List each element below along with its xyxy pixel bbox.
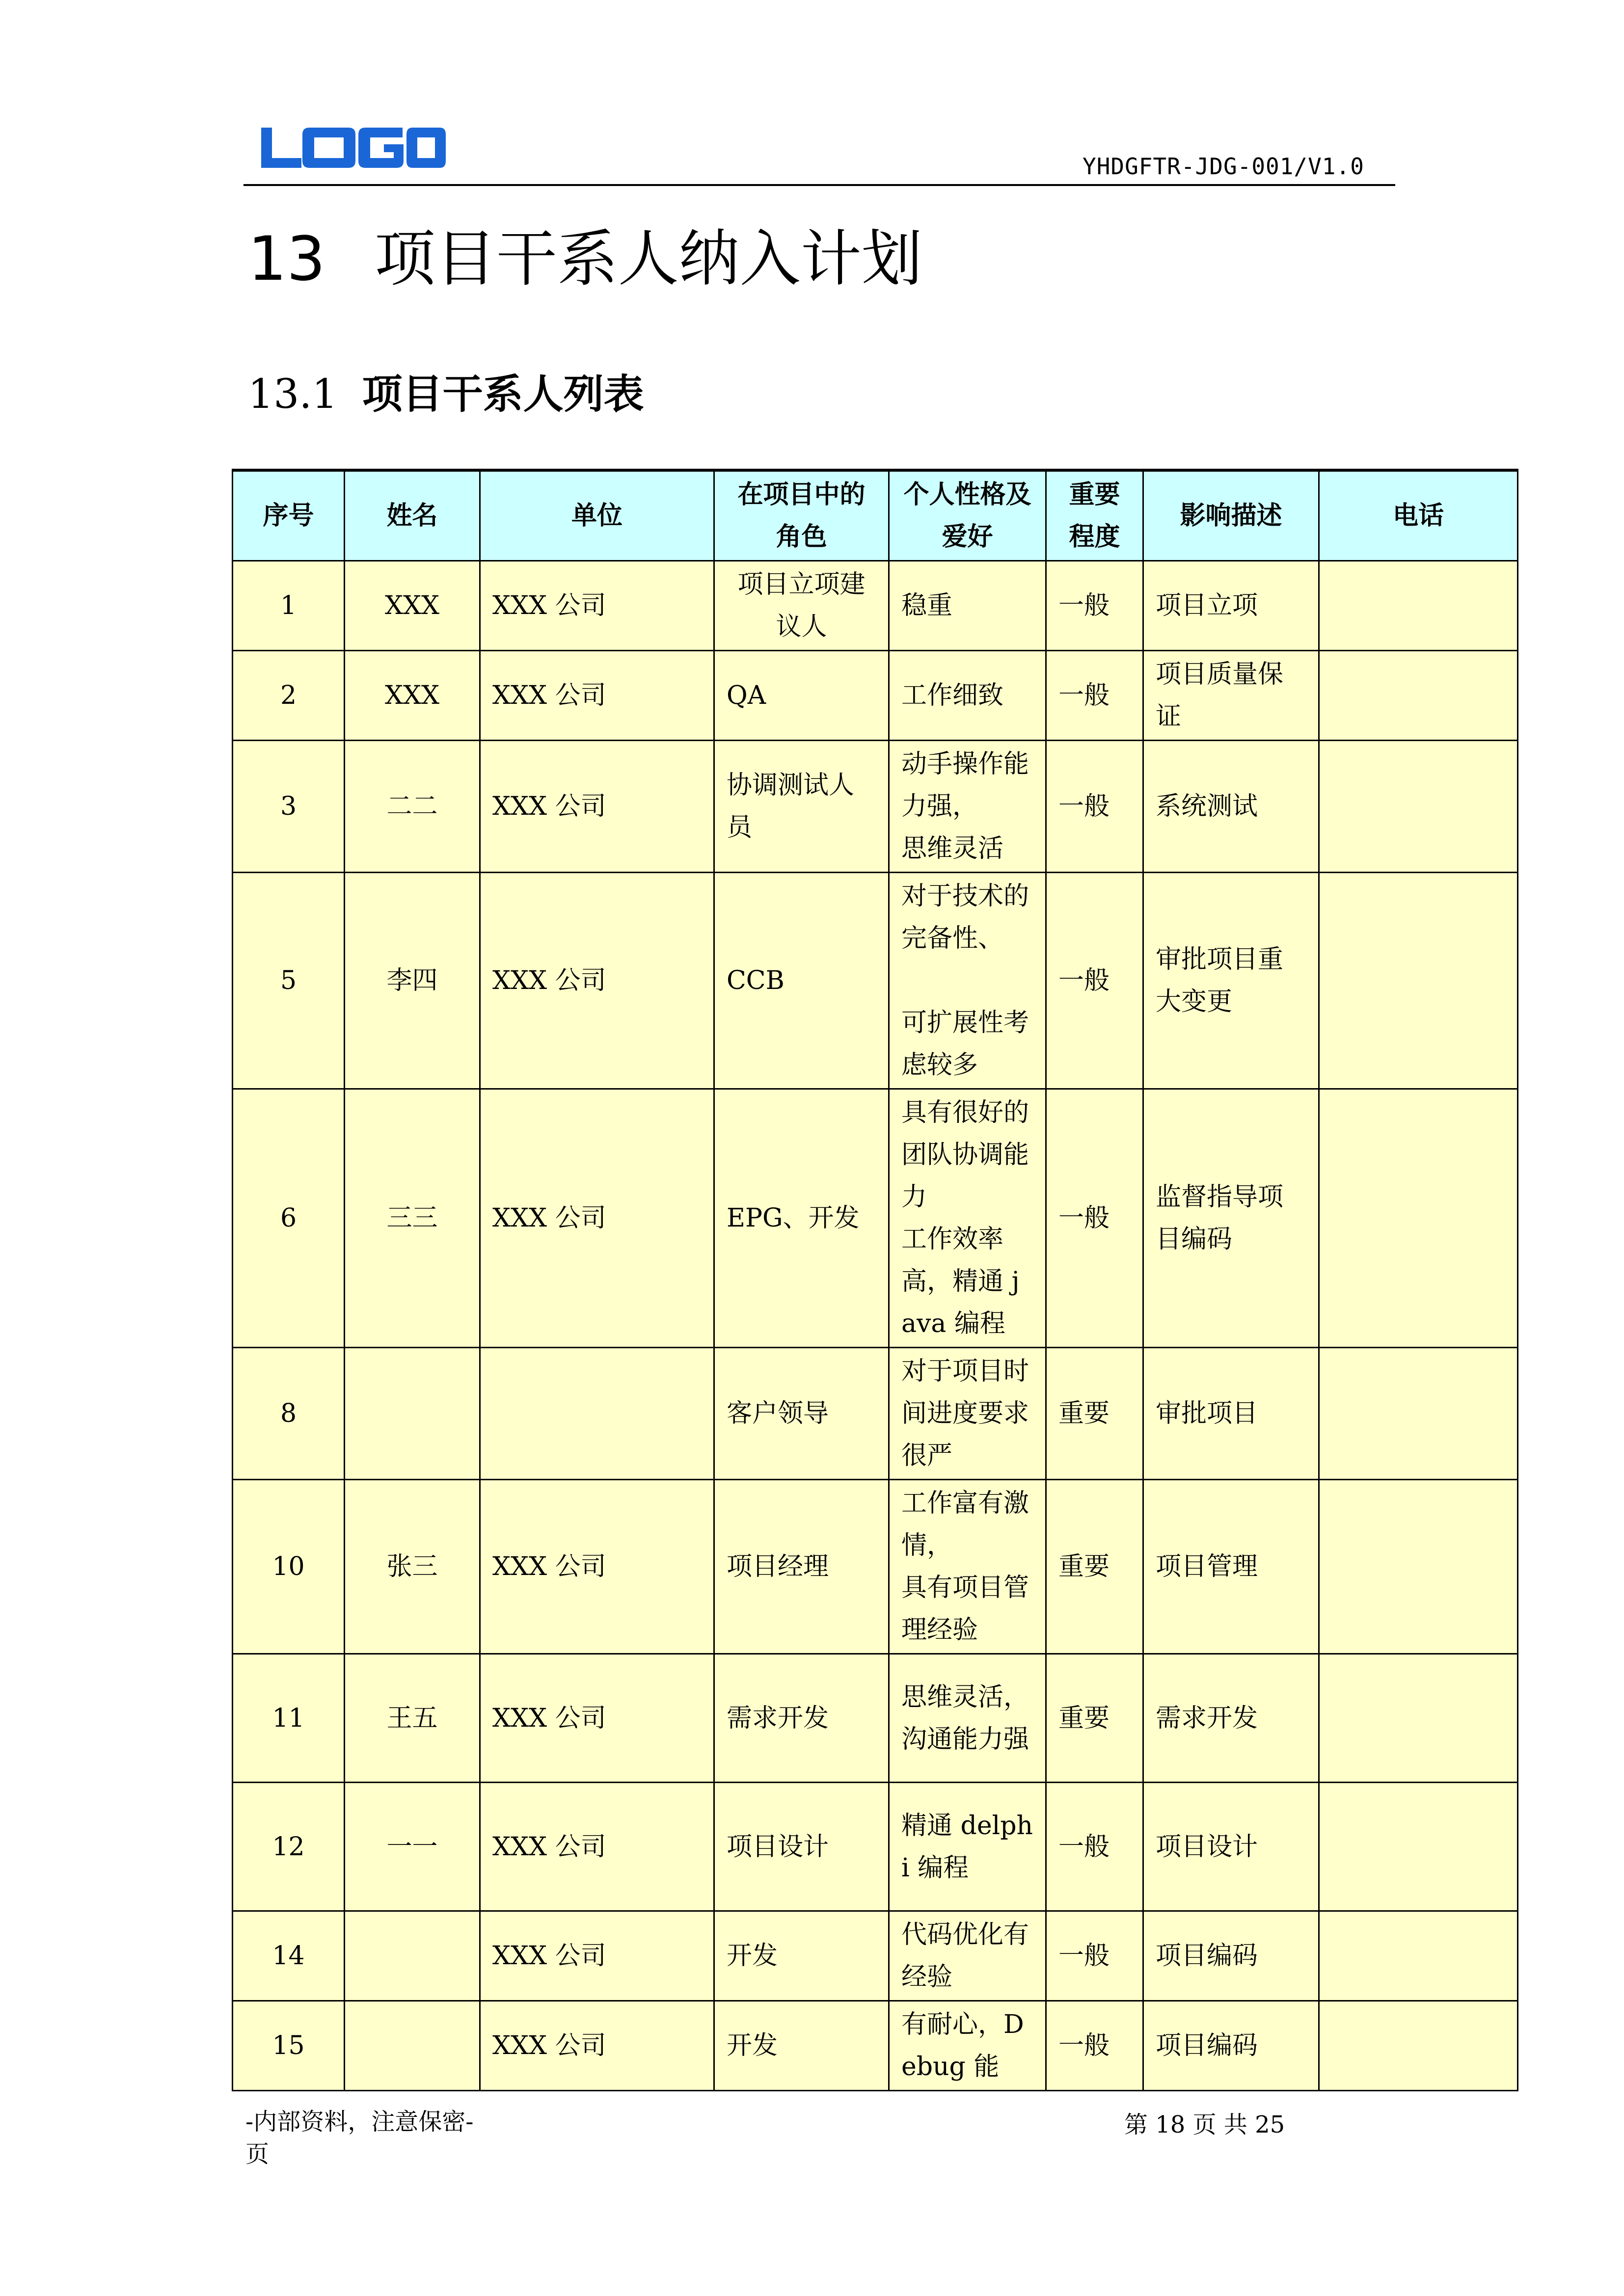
unit-cell: XXX 公司 [480,873,714,1089]
seq-cell: 6 [233,1089,345,1348]
unit-cell: XXX 公司 [480,741,714,873]
impact-cell: 系统测试 [1143,741,1319,873]
table-row [233,1348,1518,1480]
table-row [233,561,1518,651]
name-cell: 王五 [345,1654,480,1783]
unit-cell: XXX 公司 [480,561,714,651]
role-cell: CCB [714,873,889,1089]
impact-cell: 审批项目重大变更 [1143,873,1319,1089]
footer-confidential [245,2106,511,2170]
importance-cell: 重要 [1046,1348,1143,1480]
name-cell: 三三 [345,1089,480,1348]
column-header: 序号 [233,470,345,561]
column-header: 在项目中的角色 [714,470,889,561]
trait-line: 工作富有激情， [901,1489,1029,1560]
importance-cell: 一般 [1046,873,1143,1089]
traits-cell [889,1783,1046,1911]
role-cell: 需求开发 [714,1654,889,1783]
traits-cell [889,1911,1046,2001]
table-row [233,651,1518,741]
role-cell: 开发 [714,1911,889,2001]
impact-cell: 项目编码 [1143,2001,1319,2091]
column-header: 个人性格及爱好 [889,470,1046,561]
trait-line: 具有项目管理经验 [901,1573,1029,1645]
seq-cell: 15 [233,2001,345,2091]
section-title: 项目干系人列表 [362,371,644,418]
unit-cell: XXX 公司 [480,1654,714,1783]
traits-cell [889,1480,1046,1654]
trait-line [901,960,1033,1002]
section-number: 13.1 [248,371,338,418]
header-divider [244,184,1395,186]
trait-line: 可扩展性考虑较多 [901,1008,1029,1080]
phone-cell [1319,1911,1518,2001]
unit-cell: XXX 公司 [480,1480,714,1654]
seq-cell: 10 [233,1480,345,1654]
traits-cell [889,651,1046,741]
trait-line: 工作效率高，精通 java 编程 [901,1225,1020,1338]
document-code: YHDGFTR-JDG-001/V1.0 [1083,153,1364,180]
phone-cell [1319,1480,1518,1654]
name-cell [345,1911,480,2001]
section-heading [248,362,644,420]
page-number: 第 18 页 共 25 [1124,2111,1285,2138]
role-cell: QA [714,651,889,741]
role-cell: EPG、开发 [714,1089,889,1348]
impact-cell: 项目管理 [1143,1480,1319,1654]
importance-cell: 一般 [1046,2001,1143,2091]
table-row [233,1911,1518,2001]
phone-cell [1319,1089,1518,1348]
phone-cell [1319,1654,1518,1783]
phone-cell [1319,1348,1518,1480]
column-header: 单位 [480,470,714,561]
chapter-number: 13 [248,224,325,294]
column-header: 电话 [1319,470,1518,561]
table-row [233,873,1518,1089]
phone-cell [1319,1783,1518,1911]
impact-cell: 项目立项 [1143,561,1319,651]
trait-line: 对于技术的完备性、 [901,881,1029,953]
importance-cell: 一般 [1046,1089,1143,1348]
trait-line: 代码优化有经验 [901,1920,1029,1992]
name-cell: 二二 [345,741,480,873]
logo [260,127,447,169]
seq-cell: 8 [233,1348,345,1480]
trait-line: 动手操作能力强， [901,749,1029,821]
trait-line: 思维灵活 [901,834,1004,863]
confidential-note: -内部资料，注意保密- [245,2108,474,2136]
name-cell: 张三 [345,1480,480,1654]
role-cell: 项目立项建议人 [714,561,889,651]
seq-cell: 14 [233,1911,345,2001]
unit-cell: XXX 公司 [480,2001,714,2091]
table-row [233,1783,1518,1911]
unit-cell: XXX 公司 [480,651,714,741]
impact-cell: 审批项目 [1143,1348,1319,1480]
impact-cell: 需求开发 [1143,1654,1319,1783]
impact-cell: 监督指导项目编码 [1143,1089,1319,1348]
table-header-row [233,470,1518,561]
name-cell: XXX [345,561,480,651]
chapter-title: 项目干系人纳入计划 [374,224,922,294]
trait-line: 具有很好的团队协调能力 [901,1098,1029,1212]
impact-cell: 项目设计 [1143,1783,1319,1911]
trait-line: 思维灵活，沟通能力强 [901,1682,1029,1754]
trait-line: 对于项目时间进度要求很严 [901,1357,1029,1470]
traits-cell [889,561,1046,651]
traits-cell [889,1348,1046,1480]
role-cell: 项目设计 [714,1783,889,1911]
seq-cell: 2 [233,651,345,741]
unit-cell: XXX 公司 [480,1783,714,1911]
unit-cell: XXX 公司 [480,1911,714,2001]
name-cell: 李四 [345,873,480,1089]
name-cell [345,1348,480,1480]
importance-cell: 一般 [1046,741,1143,873]
column-header: 姓名 [345,470,480,561]
role-cell: 客户领导 [714,1348,889,1480]
name-cell: XXX [345,651,480,741]
column-header: 影响描述 [1143,470,1319,561]
traits-cell [889,2001,1046,2091]
page-suffix: 页 [245,2140,270,2168]
importance-cell: 一般 [1046,1911,1143,2001]
phone-cell [1319,561,1518,651]
importance-cell: 一般 [1046,1783,1143,1911]
trait-line: 稳重 [901,591,953,620]
seq-cell: 12 [233,1783,345,1911]
table-row [233,1480,1518,1654]
name-cell: 一一 [345,1783,480,1911]
impact-cell: 项目编码 [1143,1911,1319,2001]
traits-cell [889,873,1046,1089]
seq-cell: 3 [233,741,345,873]
table-row [233,741,1518,873]
importance-cell: 重要 [1046,1480,1143,1654]
traits-cell [889,741,1046,873]
phone-cell [1319,873,1518,1089]
seq-cell: 11 [233,1654,345,1783]
table-row [233,2001,1518,2091]
trait-line: 有耐心，Debug 能 [901,2010,1024,2082]
importance-cell: 重要 [1046,1654,1143,1783]
chapter-heading [248,210,922,297]
impact-cell: 项目质量保证 [1143,651,1319,741]
seq-cell: 1 [233,561,345,651]
traits-cell [889,1089,1046,1348]
traits-cell [889,1654,1046,1783]
unit-cell: XXX 公司 [480,1089,714,1348]
column-header: 重要程度 [1046,470,1143,561]
role-cell: 开发 [714,2001,889,2091]
unit-cell [480,1348,714,1480]
phone-cell [1319,651,1518,741]
role-cell: 协调测试人员 [714,741,889,873]
trait-line: 精通 delphi 编程 [901,1811,1033,1883]
importance-cell: 一般 [1046,561,1143,651]
seq-cell: 5 [233,873,345,1089]
phone-cell [1319,2001,1518,2091]
phone-cell [1319,741,1518,873]
name-cell [345,2001,480,2091]
table-row [233,1654,1518,1783]
stakeholder-table [232,469,1518,2091]
table-row [233,1089,1518,1348]
trait-line: 工作细致 [901,681,1004,710]
role-cell: 项目经理 [714,1480,889,1654]
importance-cell: 一般 [1046,651,1143,741]
